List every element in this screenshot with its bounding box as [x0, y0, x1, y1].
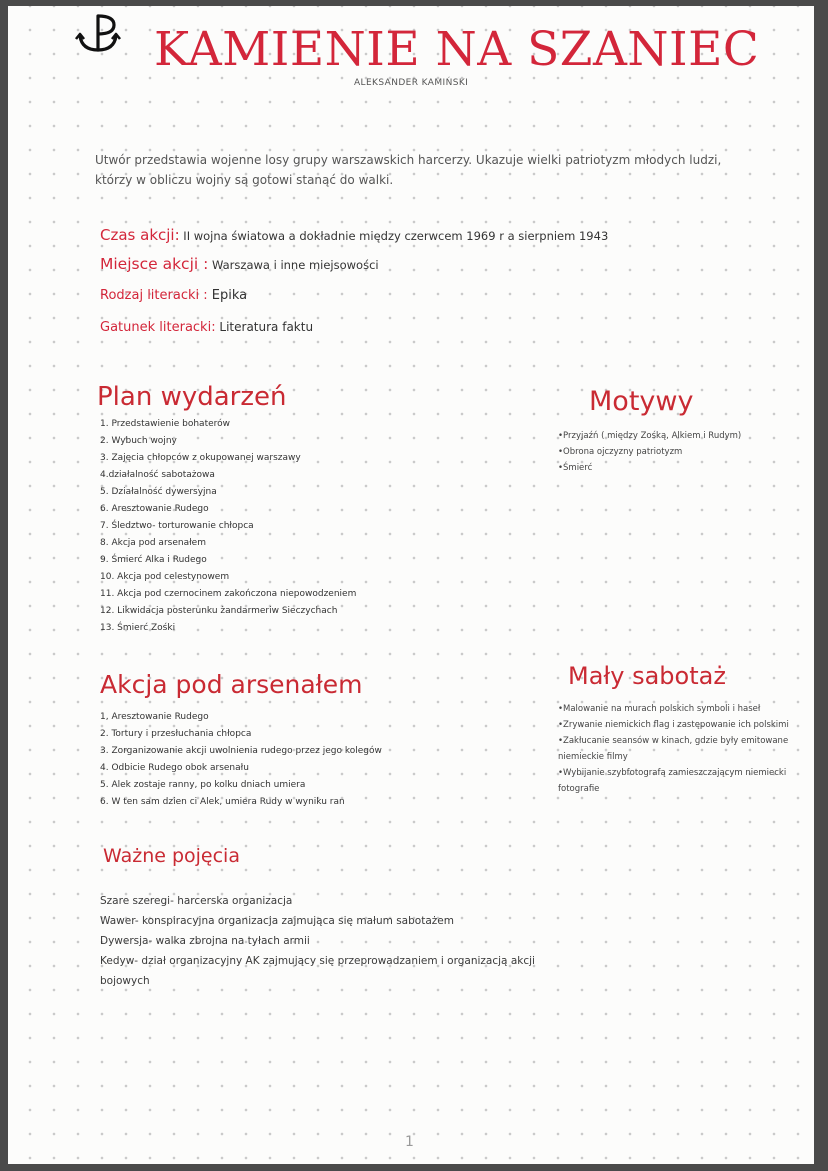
fact-gatunek: [100, 320, 313, 335]
akcja-item: 3. Zorganizowanie akcji uwolnienia rudego przez jego kolegów: [100, 746, 382, 756]
intro-paragraph: Utwór przedstawia wojenne losy grupy warszawskich harcerzy. Ukazuje wielki patriotyzm młodych ludzi, którzy w obliczu wojny są gotowi stanąć do walki.: [95, 153, 722, 187]
fact-miejsce: [100, 255, 379, 273]
fact-miejsce-label: Miejsce akcji :: [100, 255, 209, 273]
page-title: KAMIENIE NA SZANIEC: [154, 22, 760, 77]
author: ALEKSANDER KAMIŃSKI: [354, 78, 469, 88]
sabotaz-item: •Zakłucanie seansów w kinach, gdzie były emitowane niemieckie filmy: [558, 736, 789, 762]
motywy-heading: Motywy: [589, 386, 694, 417]
plan-list: [100, 416, 356, 637]
page-number: 1: [405, 1134, 414, 1150]
sabotaz-heading: Mały sabotaż: [568, 662, 726, 690]
sabotaz-item: •Wybijanie szybfotografą zamieszczającym niemiecki fotografie: [558, 768, 787, 794]
plan-item: 1. Przedstawienie bohaterów: [100, 419, 230, 429]
fact-miejsce-value: Warszawa i inne miejsowości: [212, 258, 379, 272]
notebook-page: [8, 6, 814, 1164]
akcja-item: 4. Odbicie Rudego obok arsenału: [100, 763, 249, 773]
pojecie-item: Kedyw- dział organizacyjny AK zajmujący się przeprowadzaniem i organizacją akcji bojowych: [100, 955, 535, 987]
akcja-item: 1, Aresztowanie Rudego: [100, 712, 209, 722]
motyw-item: •Przyjaźń ( między Zośką, Alkiem i Rudym): [558, 431, 742, 441]
pojecie-item: Wawer- konspiracyjna organizacja zajmująca się małum sabotażem: [100, 915, 454, 927]
akcja-list: [100, 709, 382, 811]
fact-rodzaj-label: Rodzaj literacki :: [100, 288, 208, 303]
fact-czas-value: II wojna światowa a dokładnie między czerwcem 1969 r a sierpniem 1943: [183, 229, 609, 243]
plan-item: 7. Śledztwo- torturowanie chłopca: [100, 521, 254, 531]
plan-item: 10. Akcja pod celestynowem: [100, 572, 230, 582]
plan-item: 8. Akcja pod arsenałem: [100, 538, 206, 548]
sabotaz-list: [558, 701, 794, 797]
akcja-item: 2. Tortury i przesłuchania chłopca: [100, 729, 252, 739]
pojecia-heading: Ważne pojęcia: [103, 845, 240, 867]
fact-rodzaj-value: Epika: [211, 288, 248, 303]
motyw-item: •Śmierć: [558, 463, 593, 473]
fact-rodzaj: [100, 288, 247, 303]
plan-item: 9. Śmierć Alka i Rudego: [100, 555, 207, 565]
pojecia-list: [100, 891, 540, 991]
akcja-heading: Akcja pod arsenałem: [100, 670, 363, 699]
plan-item: 13. Śmierć Zośki: [100, 623, 176, 633]
plan-item: 11. Akcja pod czernocinem zakończona niepowodzeniem: [100, 589, 357, 599]
plan-item: 4.działalność sabotażowa: [100, 470, 215, 480]
fact-czas: [100, 226, 608, 244]
motyw-item: •Obrona ojczyzny patriotyzm: [558, 447, 683, 457]
fact-gatunek-label: Gatunek literacki:: [100, 320, 216, 335]
plan-item: 6. Aresztowanie Rudego: [100, 504, 209, 514]
plan-item: 2. Wybuch wojny: [100, 436, 177, 446]
akcja-item: 6. W ten sam dzien ci Alek, umiera Rudy w wyniku ran: [100, 797, 345, 807]
pojecie-item: Dywersja- walka zbrojna na tyłach armii: [100, 935, 310, 947]
fact-gatunek-value: Literatura faktu: [219, 320, 314, 334]
plan-item: 5. Działalność dywersyjna: [100, 487, 217, 497]
pojecie-item: Szare szeregi- harcerska organizacja: [100, 895, 293, 907]
akcja-item: 5. Alek zostaje ranny, po kolku dniach umiera: [100, 780, 306, 790]
kotwica-icon: [70, 12, 126, 54]
plan-heading: Plan wydarzeń: [97, 382, 287, 412]
sabotaz-item: •Malowanie na murach polskich symboli i haseł: [558, 704, 761, 714]
motywy-list: [558, 428, 788, 476]
sabotaz-item: •Zrywanie niemickich flag i zastępowanie ich polskimi: [558, 720, 789, 730]
plan-item: 3. Zajęcia chłopców z okupowanej warszawy: [100, 453, 301, 463]
plan-item: 12. Likwidacja posterunku żandarmeriw Sieczychach: [100, 606, 338, 616]
fact-czas-label: Czas akcji:: [100, 226, 180, 244]
